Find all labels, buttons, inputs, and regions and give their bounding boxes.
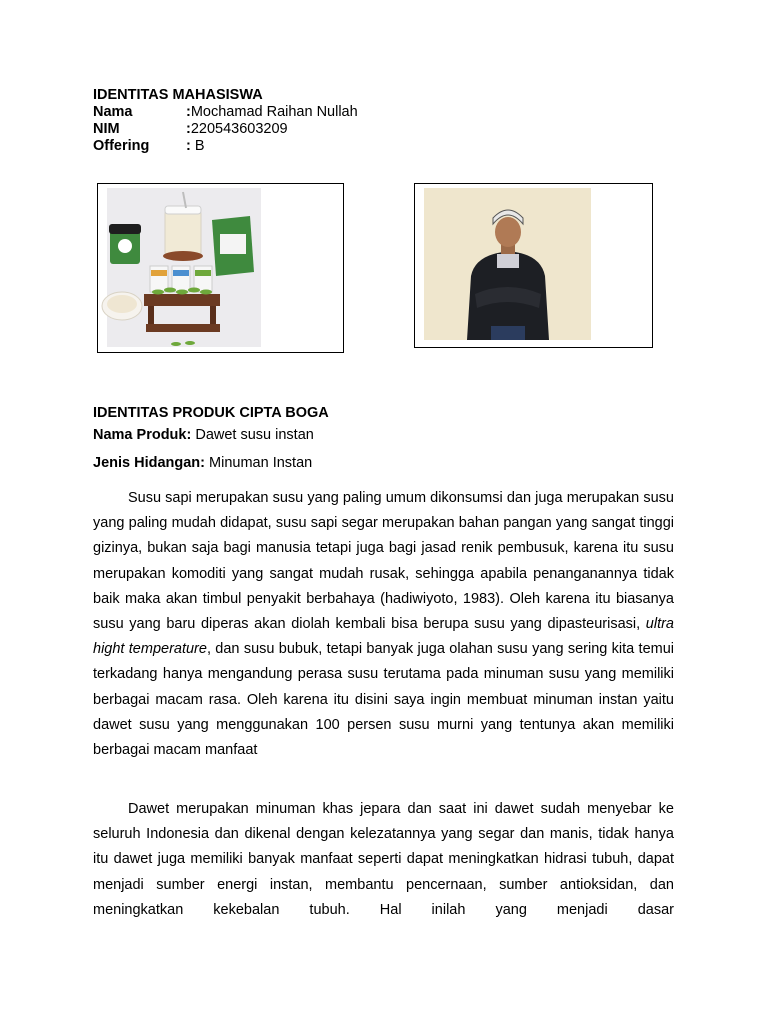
offering-colon: :	[186, 138, 195, 154]
name-colon: :	[186, 104, 191, 120]
product-identity	[93, 405, 674, 483]
product-name-value: Dawet susu instan	[191, 427, 314, 443]
student-name-row	[93, 104, 358, 121]
product-name-line	[93, 427, 674, 455]
student-nim-row	[93, 121, 358, 138]
paragraph-milk-part1: Susu sapi merupakan susu yang paling umum dikonsumsi dan juga merupakan susu yang paling mudah didapat, susu sapi segar merupakan bahan pangan yang sangat tinggi gizinya, bukan saja bagi manusia tetapi juga bagi jasad renik pembusuk, karena itu susu merupakan komoditi yang sangat mudah rusak, sehingga apabila penanganannya tidak baik maka akan timbul penyakit berbahaya (hadiwiyoto, 1983). Oleh karena itu biasanya susu yang baru diperas akan diolah kembali bisa berupa susu yang dipasteurisasi,	[93, 490, 674, 633]
product-type-label: Jenis Hidangan:	[93, 455, 205, 471]
nim-label: NIM	[93, 121, 120, 137]
student-identity	[93, 87, 358, 155]
product-name-label: Nama Produk:	[93, 427, 192, 443]
product-photo-frame	[97, 183, 344, 353]
name-value: Mochamad Raihan Nullah	[190, 104, 358, 120]
paragraph-milk	[93, 486, 674, 763]
product-type-line	[93, 455, 674, 483]
offering-value: B	[194, 138, 205, 154]
paragraph-dawet: Dawet merupakan minuman khas jepara dan saat ini dawet sudah menyebar ke seluruh Indonesia dan dikenal dengan kelezatannya yang segar dan manis, tidak hanya itu dawet juga memiliki banyak manfaat seperti dapat meningkatkan hidrasi tubuh, dapat menjadi sumber energi instan, membantu pencernaan, sumber antioksidan, dan meningkatkan kekebalan tubuh. Hal inilah yang menjadi dasar	[93, 801, 674, 918]
nim-colon: :	[186, 121, 191, 137]
paragraph-milk-part2: , dan susu bubuk, tetapi banyak juga olahan susu yang sering kita temui terkadang hanya mengandung perasa susu terutama pada minuman susu yang memiliki berbagai macam rasa. Oleh karena itu disini saya ingin membuat minuman instan yaitu dawet susu yang menggunakan 100 persen susu murni yang tentunya akan memiliki berbagai macam manfaat	[93, 641, 674, 759]
product-type-value: Minuman Instan	[205, 455, 313, 471]
student-offering-row	[93, 138, 358, 155]
paragraph-milk-italic: ultra hight temperature	[93, 616, 674, 658]
product-photo	[98, 184, 343, 352]
offering-label: Offering	[93, 138, 150, 154]
name-label: Nama	[93, 104, 133, 120]
student-identity-heading: IDENTITAS MAHASISWA	[93, 87, 263, 103]
product-identity-heading: IDENTITAS PRODUK CIPTA BOGA	[93, 405, 329, 421]
student-photo	[415, 184, 652, 347]
nim-value: 220543603209	[190, 121, 288, 137]
student-photo-frame	[414, 183, 653, 348]
